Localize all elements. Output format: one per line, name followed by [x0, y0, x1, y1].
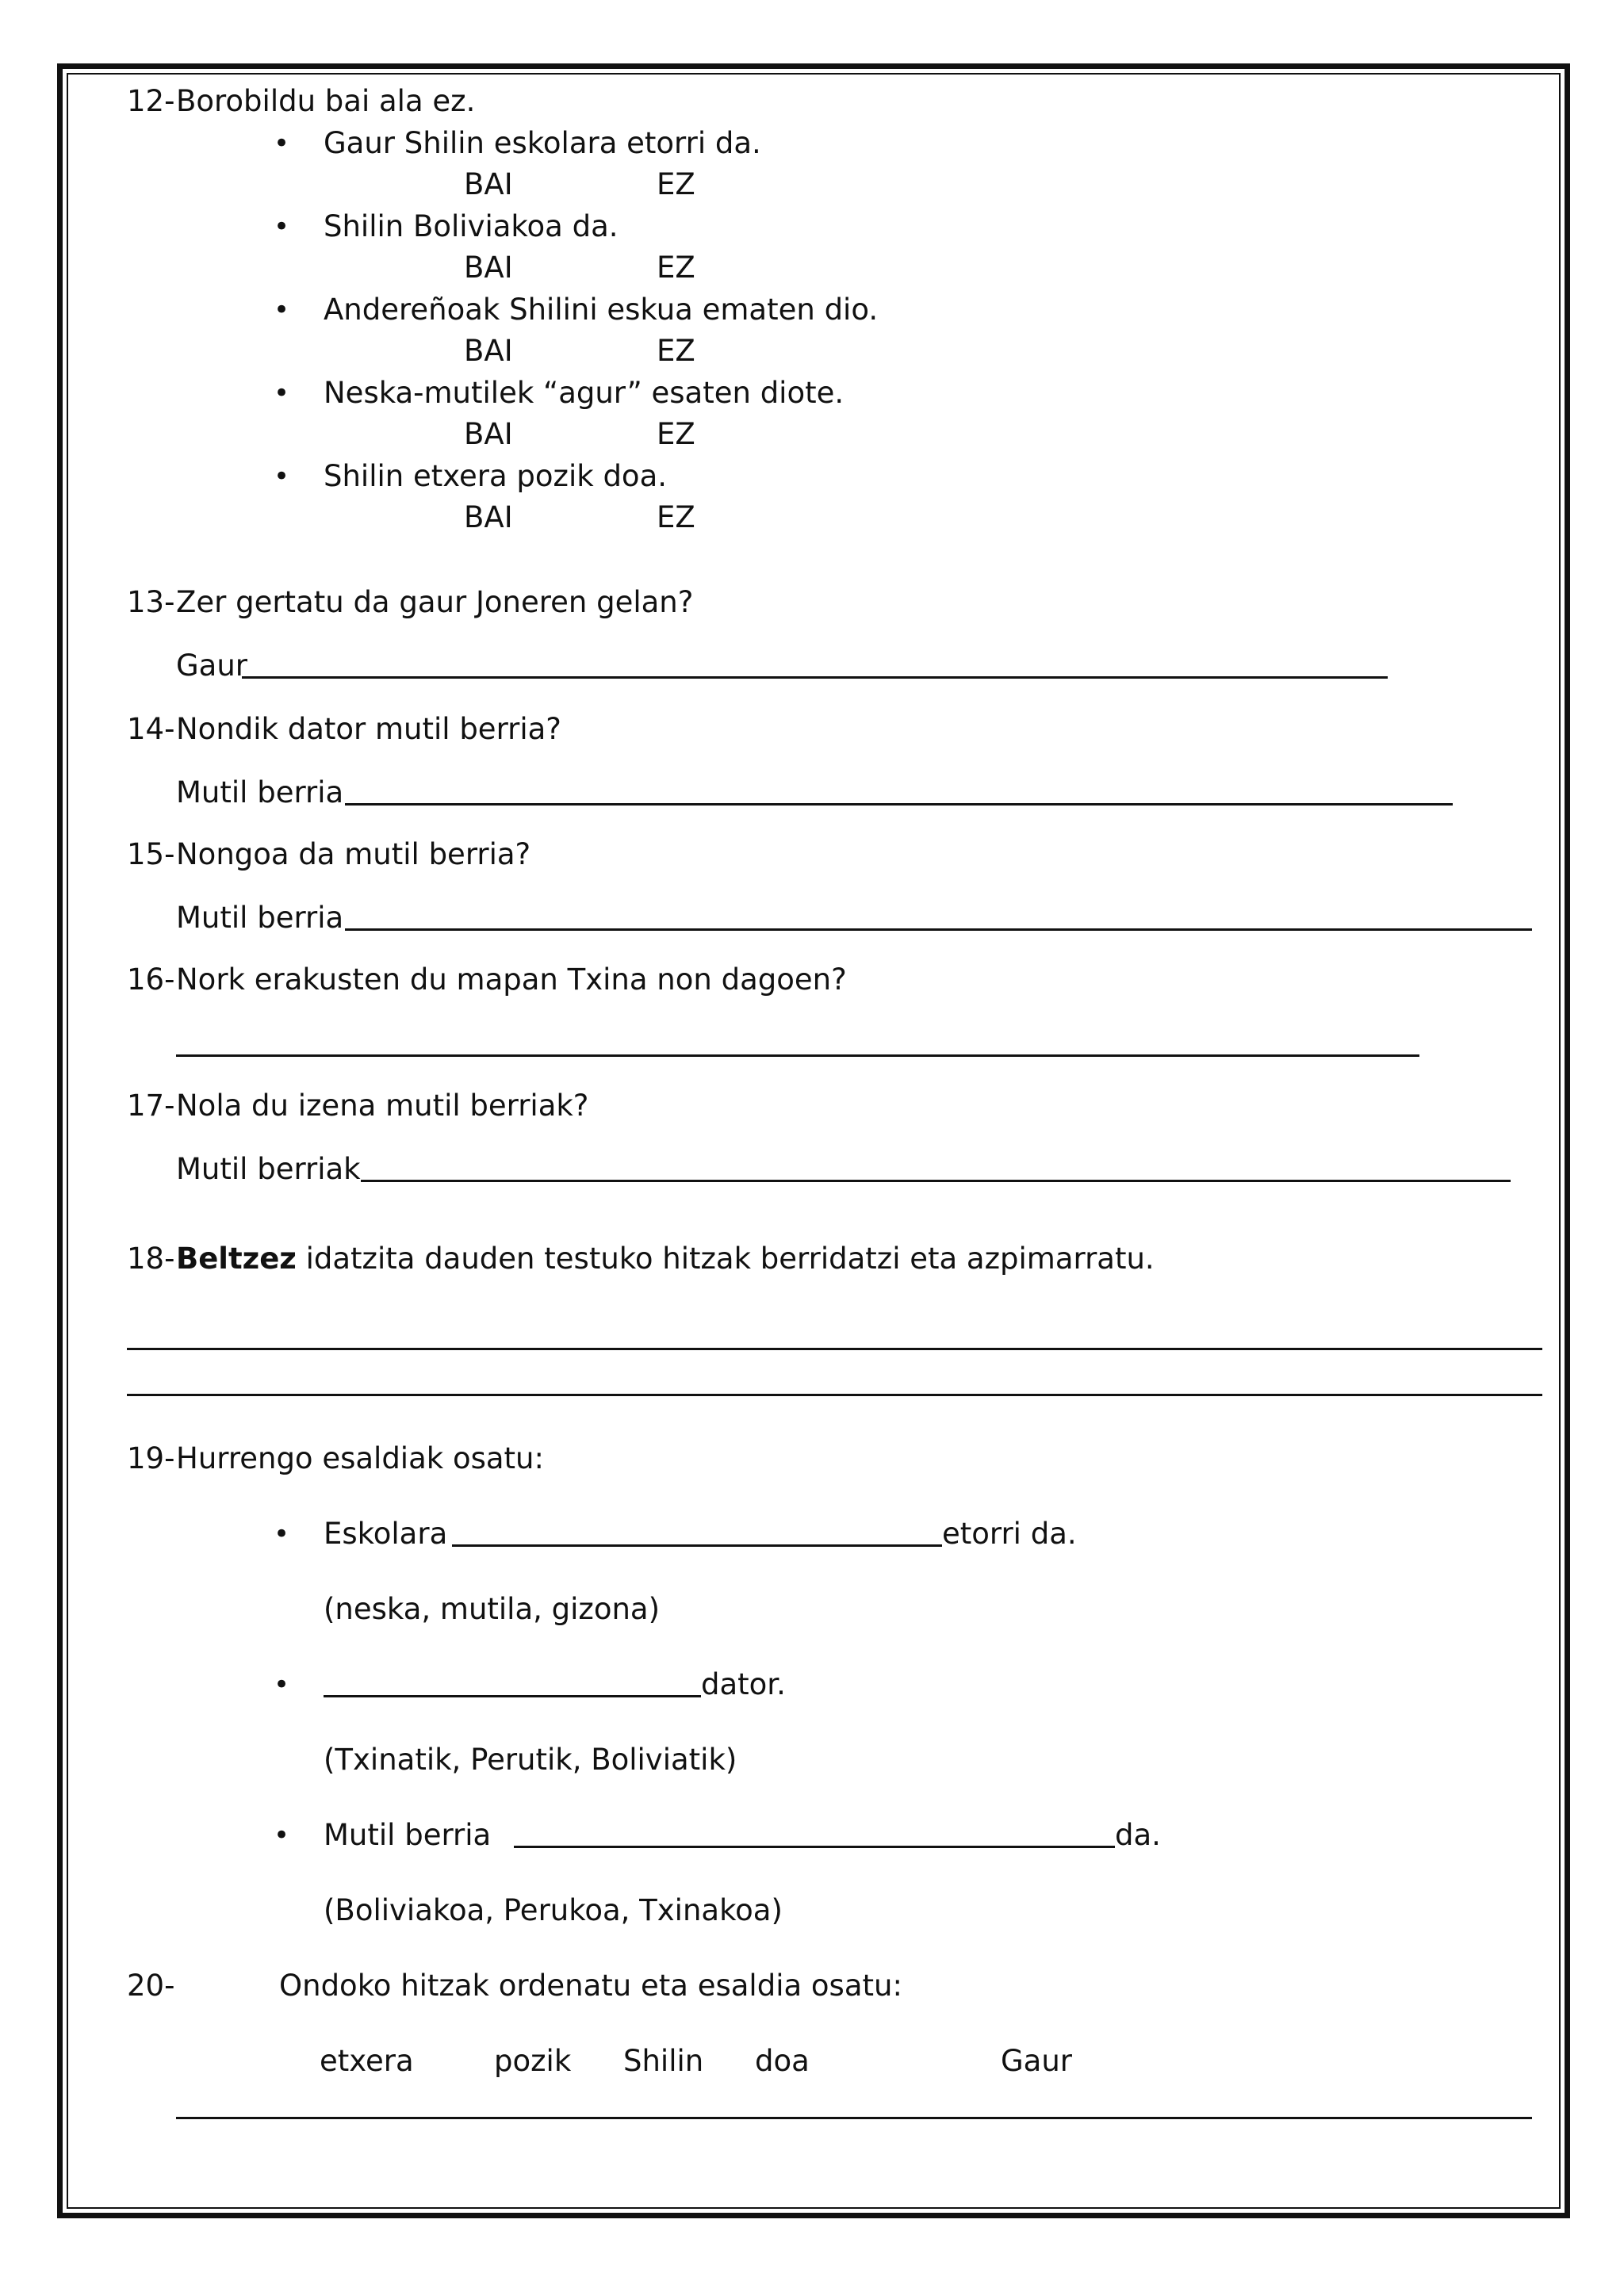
yes-option[interactable]: BAI: [464, 500, 513, 534]
statement: Shilin etxera pozik doa.: [324, 459, 667, 493]
bold-word: Beltzez: [176, 1242, 297, 1276]
answer-start: Mutil berriak: [176, 1152, 361, 1186]
sentence-end: da.: [1115, 1818, 1161, 1852]
answer-line[interactable]: [176, 2117, 1532, 2119]
question-prompt: Nondik dator mutil berria?: [176, 712, 561, 746]
question-number: 19-: [127, 1441, 175, 1475]
no-option[interactable]: EZ: [657, 417, 695, 451]
question-prompt: Borobildu bai ala ez.: [176, 84, 476, 118]
bullet-icon: •: [274, 294, 290, 326]
prompt-rest: idatzita dauden testuko hitzak berridatzi eta azpimarratu.: [296, 1242, 1155, 1276]
answer-line[interactable]: [242, 676, 1388, 679]
scrambled-word: Shilin: [623, 2044, 704, 2078]
statement: Andereñoak Shilini eskua ematen dio.: [324, 293, 879, 327]
word-options: (Boliviakoa, Perukoa, Txinakoa): [324, 1893, 783, 1927]
question-prompt: Zer gertatu da gaur Joneren gelan?: [176, 585, 694, 619]
question-prompt: Hurrengo esaldiak osatu:: [176, 1441, 544, 1475]
yes-option[interactable]: BAI: [464, 167, 513, 201]
blank-line[interactable]: [324, 1695, 701, 1697]
yes-option[interactable]: BAI: [464, 417, 513, 451]
statement: Gaur Shilin eskolara etorri da.: [324, 126, 761, 160]
scrambled-word: pozik: [494, 2044, 572, 2078]
answer-line[interactable]: [176, 1054, 1419, 1057]
answer-line[interactable]: [127, 1348, 1542, 1350]
question-number: 20-: [127, 1969, 175, 2003]
question-number: 14-: [127, 712, 175, 746]
sentence-start: Mutil berria: [324, 1818, 492, 1852]
statement: Neska-mutilek “agur” esaten diote.: [324, 376, 845, 410]
answer-line[interactable]: [345, 803, 1453, 806]
question-prompt: Nongoa da mutil berria?: [176, 837, 531, 871]
question-prompt: Ondoko hitzak ordenatu eta esaldia osatu:: [279, 1969, 902, 2003]
bullet-icon: •: [274, 377, 290, 409]
answer-start: Mutil berria: [176, 901, 344, 935]
yes-option[interactable]: BAI: [464, 334, 513, 368]
question-number: 12-: [127, 84, 175, 118]
answer-line[interactable]: [127, 1394, 1542, 1396]
question-prompt: Nork erakusten du mapan Txina non dagoen?: [176, 962, 847, 997]
question-number: 16-: [127, 962, 175, 997]
bullet-icon: •: [274, 211, 290, 243]
blank-line[interactable]: [452, 1544, 942, 1547]
sentence-end: dator.: [701, 1667, 786, 1701]
sentence-end: etorri da.: [942, 1517, 1077, 1551]
no-option[interactable]: EZ: [657, 167, 695, 201]
answer-start: Gaur: [176, 649, 248, 683]
no-option[interactable]: EZ: [657, 251, 695, 285]
bullet-icon: •: [274, 1518, 290, 1550]
bullet-icon: •: [274, 461, 290, 492]
no-option[interactable]: EZ: [657, 334, 695, 368]
yes-option[interactable]: BAI: [464, 251, 513, 285]
scrambled-word: Gaur: [1001, 2044, 1073, 2078]
bullet-icon: •: [274, 128, 290, 159]
bullet-icon: •: [274, 1669, 290, 1701]
answer-start: Mutil berria: [176, 775, 344, 809]
answer-line[interactable]: [361, 1180, 1511, 1182]
blank-line[interactable]: [514, 1846, 1115, 1848]
sentence-start: Eskolara: [324, 1517, 448, 1551]
answer-line[interactable]: [345, 928, 1532, 931]
question-prompt: Nola du izena mutil berriak?: [176, 1089, 589, 1123]
scrambled-word: doa: [755, 2044, 810, 2078]
question-prompt: [176, 1241, 1155, 1277]
question-number: 13-: [127, 585, 175, 619]
word-options: (Txinatik, Perutik, Boliviatik): [324, 1743, 737, 1777]
no-option[interactable]: EZ: [657, 500, 695, 534]
question-number: 18-: [127, 1242, 175, 1276]
bullet-icon: •: [274, 1820, 290, 1851]
scrambled-word: etxera: [320, 2044, 414, 2078]
question-number: 15-: [127, 837, 175, 871]
word-options: (neska, mutila, gizona): [324, 1592, 661, 1626]
question-number: 17-: [127, 1089, 175, 1123]
statement: Shilin Boliviakoa da.: [324, 209, 619, 243]
